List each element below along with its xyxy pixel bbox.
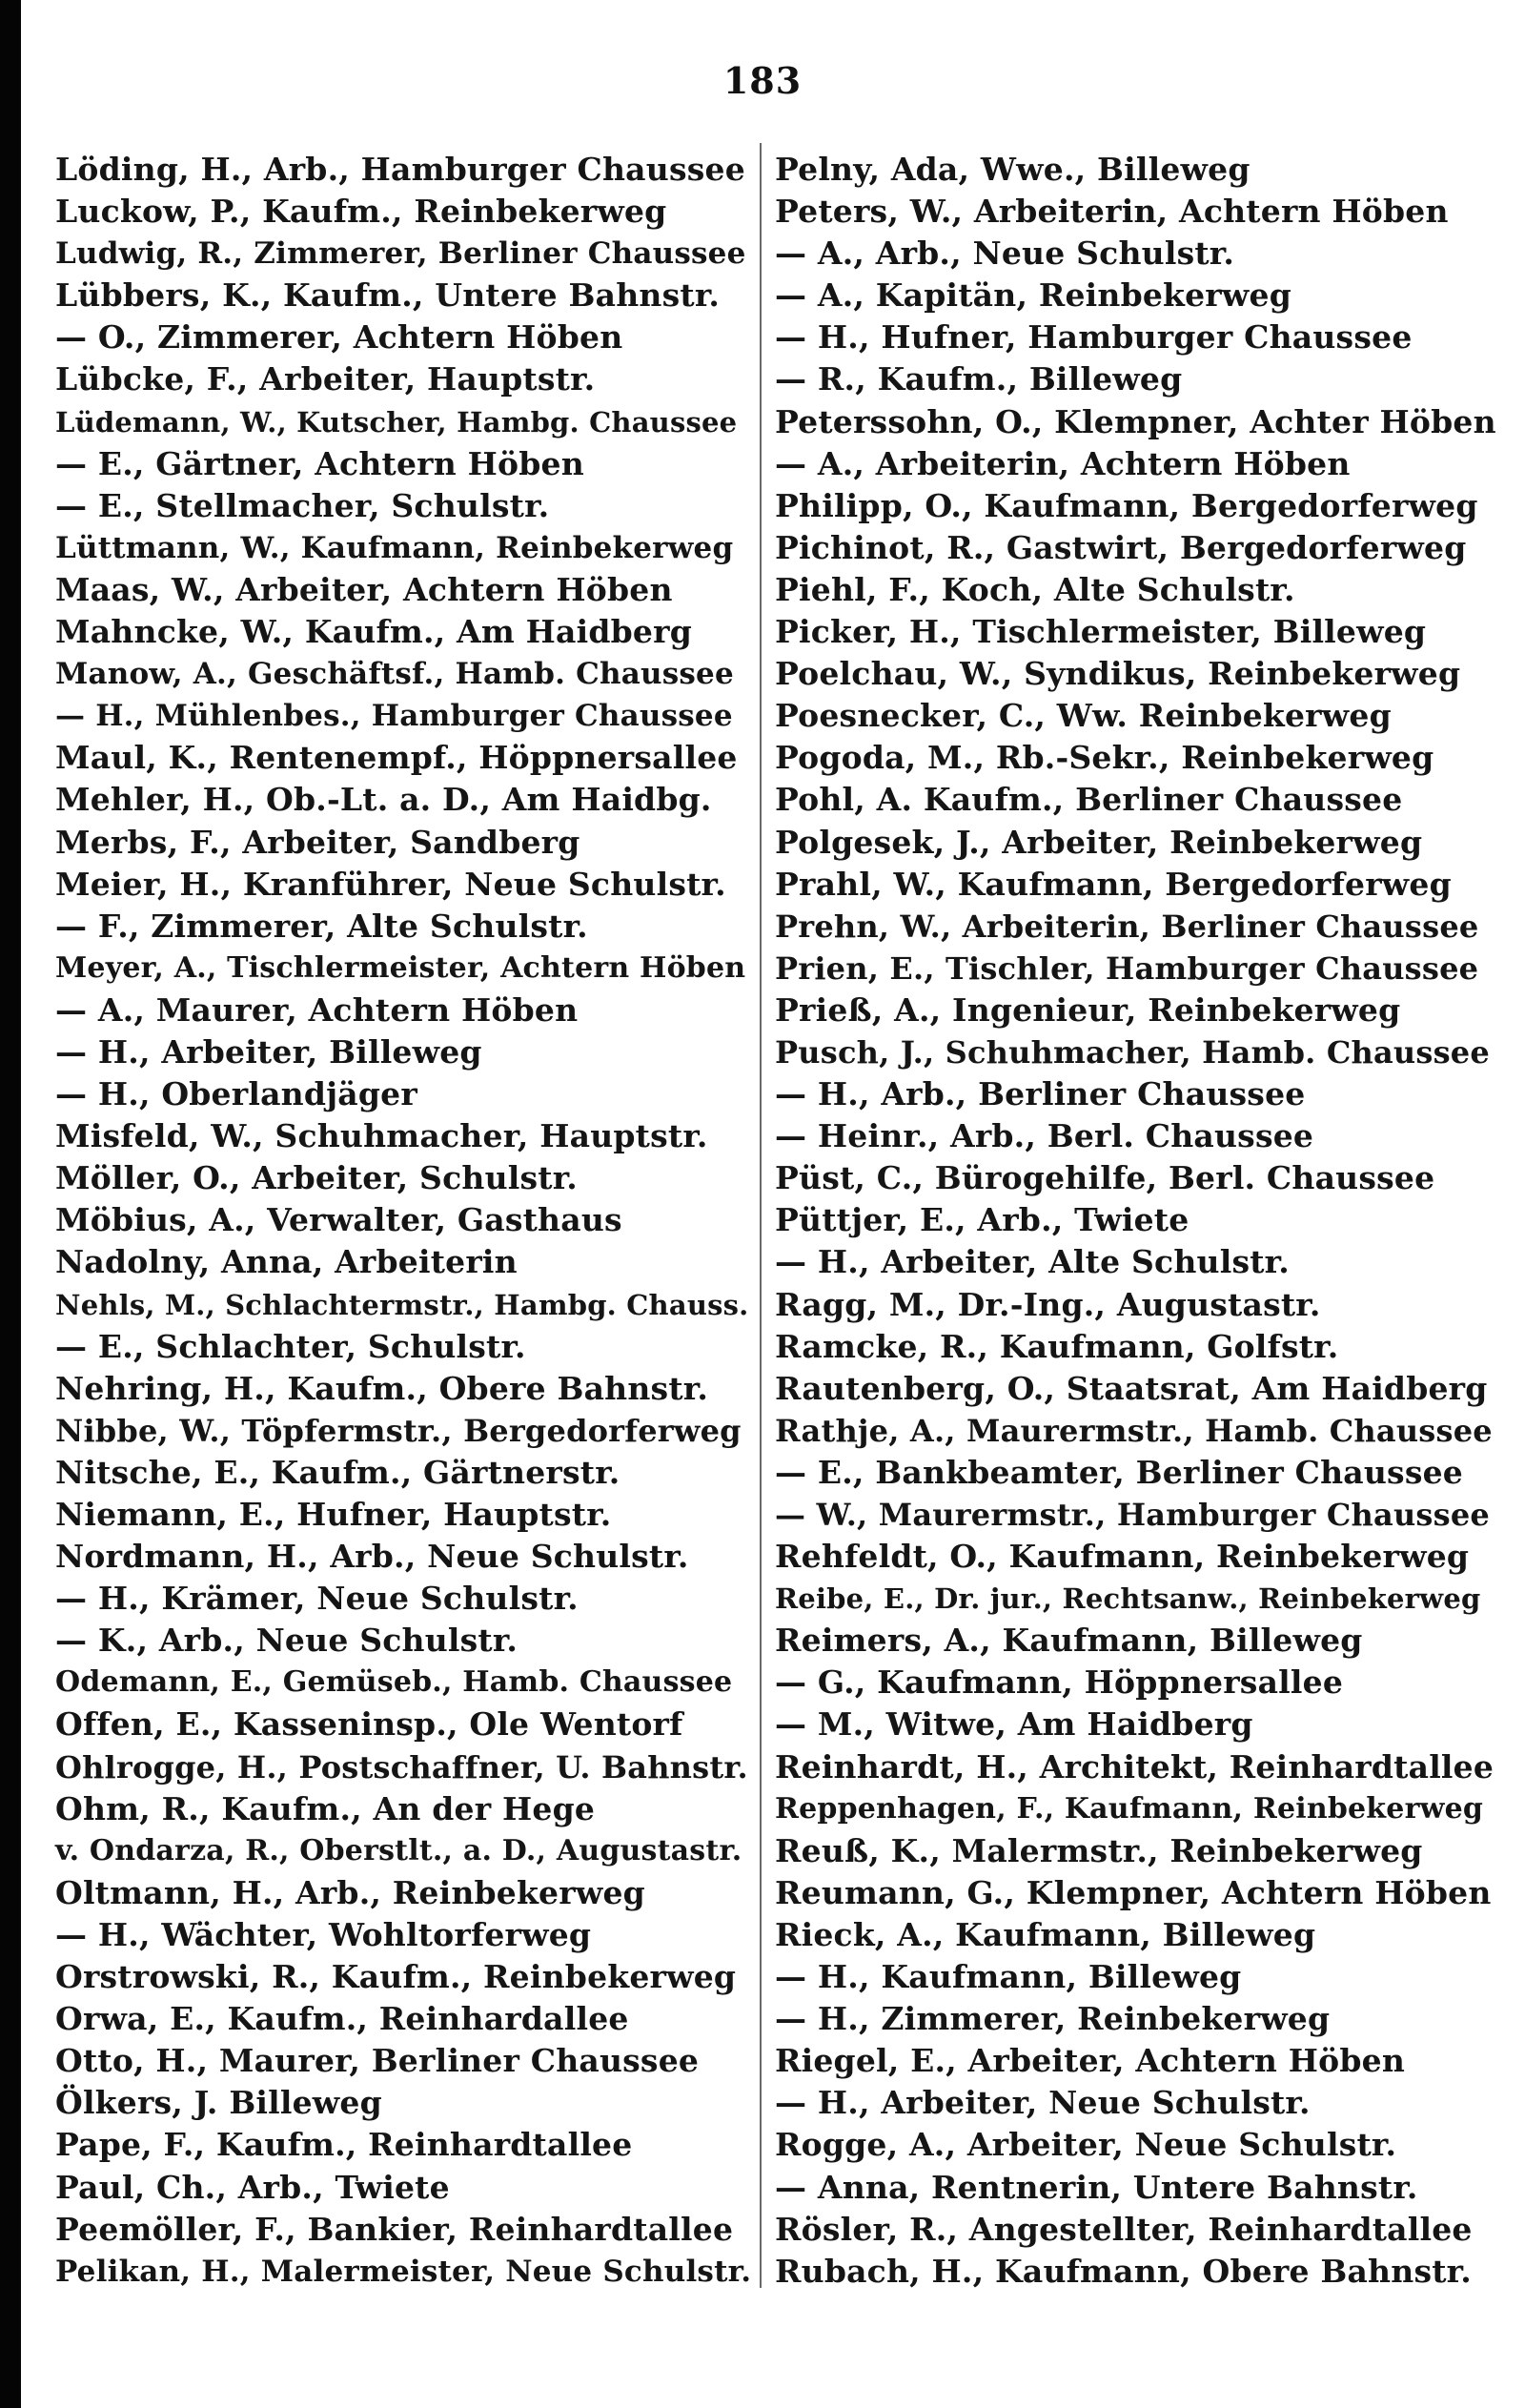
directory-entry: — W., Maurermstr., Hamburger Chaussee	[775, 1497, 1490, 1533]
directory-entry: Meyer, A., Tischlermeister, Achtern Höben	[55, 950, 746, 985]
directory-entry: Offen, E., Kasseninsp., Ole Wentorf	[55, 1705, 683, 1744]
directory-entry: Ludwig, R., Zimmerer, Berliner Chaussee	[55, 236, 746, 272]
directory-entry: Niemann, E., Hufner, Hauptstr.	[55, 1496, 612, 1533]
directory-entry: Pogoda, M., Rb.-Sekr., Reinbekerweg	[775, 739, 1434, 777]
directory-entry: Lübcke, F., Arbeiter, Hauptstr.	[55, 360, 596, 398]
directory-entry: Rieck, A., Kaufmann, Billeweg	[775, 1915, 1316, 1953]
directory-entry: — E., Gärtner, Achtern Höben	[55, 444, 584, 482]
directory-entry: — A., Arbeiterin, Achtern Höben	[775, 444, 1351, 482]
directory-entry: — F., Zimmerer, Alte Schulstr.	[55, 907, 588, 945]
directory-entry: Pelny, Ada, Wwe., Billeweg	[775, 151, 1250, 188]
directory-entry: — K., Arb., Neue Schulstr.	[55, 1622, 518, 1660]
directory-entry: — O., Zimmerer, Achtern Höben	[55, 318, 623, 357]
directory-entry: Ohm, R., Kaufm., An der Hege	[55, 1789, 596, 1827]
directory-entry: v. Ondarza, R., Oberstlt., a. D., Augustastr.	[55, 1833, 742, 1867]
directory-entry: Lüdemann, W., Kutscher, Hambg. Chaussee	[55, 405, 738, 439]
directory-entry: Püttjer, E., Arb., Twiete	[775, 1201, 1190, 1239]
directory-entry: — H., Krämer, Neue Schulstr.	[55, 1580, 579, 1618]
directory-entry: Merbs, F., Arbeiter, Sandberg	[55, 823, 580, 861]
directory-entry: — A., Arb., Neue Schulstr.	[775, 235, 1235, 273]
directory-entry: — E., Schlachter, Schulstr.	[55, 1327, 526, 1365]
directory-entry: Oltmann, H., Arb., Reinbekerweg	[55, 1873, 645, 1911]
directory-entry: Pusch, J., Schuhmacher, Hamb. Chaussee	[775, 1033, 1490, 1071]
directory-entry: — H., Arbeiter, Alte Schulstr.	[775, 1243, 1290, 1281]
directory-entry: — Anna, Rentnerin, Untere Bahnstr.	[775, 2168, 1418, 2206]
directory-entry: Mehler, H., Ob.-Lt. a. D., Am Haidbg.	[55, 781, 712, 819]
directory-entry: Maas, W., Arbeiter, Achtern Höben	[55, 570, 673, 608]
directory-entry: — M., Witwe, Am Haidberg	[775, 1705, 1253, 1744]
directory-entry: Paul, Ch., Arb., Twiete	[55, 2168, 450, 2206]
directory-entry: Lüttmann, W., Kaufmann, Reinbekerweg	[55, 530, 734, 565]
directory-entry: Poelchau, W., Syndikus, Reinbekerweg	[775, 655, 1461, 693]
directory-entry: — H., Wächter, Wohltorferweg	[55, 1915, 592, 1953]
directory-entry: Peterssohn, O., Klempner, Achter Höben	[775, 402, 1496, 440]
directory-entry: Ölkers, J. Billeweg	[55, 2084, 382, 2122]
directory-entry: Meier, H., Kranführer, Neue Schulstr.	[55, 865, 726, 903]
directory-entry: Löding, H., Arb., Hamburger Chaussee	[55, 151, 745, 188]
directory-entry: Maul, K., Rentenempf., Höppnersallee	[55, 739, 738, 777]
directory-entry: Riegel, E., Arbeiter, Achtern Höben	[775, 2042, 1406, 2080]
directory-entry: Otto, H., Maurer, Berliner Chaussee	[55, 2042, 700, 2080]
directory-entry: Manow, A., Geschäftsf., Hamb. Chaussee	[55, 657, 734, 692]
directory-entry: — A., Kapitän, Reinbekerweg	[775, 276, 1291, 315]
directory-entry: Reinhardt, H., Architekt, Reinhardtallee	[775, 1747, 1494, 1786]
directory-entry: Mahncke, W., Kaufm., Am Haidberg	[55, 613, 692, 651]
directory-entry: Pohl, A. Kaufm., Berliner Chaussee	[775, 781, 1403, 819]
directory-entry: Rubach, H., Kaufmann, Obere Bahnstr.	[775, 2252, 1472, 2290]
directory-entry: Möbius, A., Verwalter, Gasthaus	[55, 1201, 622, 1239]
directory-entry: Orstrowski, R., Kaufm., Reinbekerweg	[55, 1958, 737, 1996]
directory-entry: — H., Hufner, Hamburger Chaussee	[775, 318, 1413, 357]
directory-entry: Luckow, P., Kaufm., Reinbekerweg	[55, 193, 667, 231]
directory-entry: Nibbe, W., Töpfermstr., Bergedorferweg	[55, 1412, 742, 1449]
column-divider	[760, 143, 762, 2288]
directory-entry: Nehls, M., Schlachtermstr., Hambg. Chauss.	[55, 1288, 749, 1321]
directory-entry: Pelikan, H., Malermeister, Neue Schulstr.	[55, 2254, 752, 2289]
directory-entry: Rösler, R., Angestellter, Reinhardtallee	[775, 2210, 1473, 2248]
directory-entry: Odemann, E., Gemüseb., Hamb. Chaussee	[55, 1665, 733, 1700]
directory-entry: Reibe, E., Dr. jur., Rechtsanw., Reinbekerweg	[775, 1582, 1481, 1616]
directory-column-right	[775, 149, 1499, 2293]
directory-entry: Nitsche, E., Kaufm., Gärtnerstr.	[55, 1453, 620, 1491]
directory-entry: Picker, H., Tischlermeister, Billeweg	[775, 613, 1427, 651]
directory-entry: — H., Oberlandjäger	[55, 1075, 417, 1113]
directory-entry: Polgesek, J., Arbeiter, Reinbekerweg	[775, 823, 1423, 861]
directory-entry: Philipp, O., Kaufmann, Bergedorferweg	[775, 486, 1478, 524]
directory-entry: — E., Stellmacher, Schulstr.	[55, 486, 550, 524]
directory-entry: — E., Bankbeamter, Berliner Chaussee	[775, 1453, 1464, 1491]
directory-entry: Nadolny, Anna, Arbeiterin	[55, 1243, 518, 1281]
directory-entry: Lübbers, K., Kaufm., Untere Bahnstr.	[55, 276, 721, 315]
directory-entry: Ragg, M., Dr.-Ing., Augustastr.	[775, 1285, 1321, 1323]
directory-entry: Prahl, W., Kaufmann, Bergedorferweg	[775, 865, 1452, 903]
directory-entry: — H., Mühlenbes., Hamburger Chaussee	[55, 699, 733, 734]
directory-entry: Möller, O., Arbeiter, Schulstr.	[55, 1159, 578, 1197]
directory-entry: Reuß, K., Malermstr., Reinbekerweg	[775, 1831, 1423, 1869]
directory-entry: Prien, E., Tischler, Hamburger Chaussee	[775, 949, 1479, 987]
directory-column-left	[55, 149, 751, 2293]
directory-entry: — H., Arbeiter, Neue Schulstr.	[775, 2084, 1311, 2122]
directory-entry: Peters, W., Arbeiterin, Achtern Höben	[775, 193, 1449, 231]
directory-entry: Püst, C., Bürogehilfe, Berl. Chaussee	[775, 1159, 1435, 1197]
directory-entry: Ramcke, R., Kaufmann, Golfstr.	[775, 1327, 1339, 1365]
directory-entry: Pichinot, R., Gastwirt, Bergedorferweg	[775, 528, 1467, 566]
directory-entry: — H., Arb., Berliner Chaussee	[775, 1075, 1306, 1113]
directory-entry: Reimers, A., Kaufmann, Billeweg	[775, 1622, 1363, 1660]
page-number: 183	[722, 59, 803, 102]
directory-entry: Orwa, E., Kaufm., Reinhardallee	[55, 2000, 629, 2038]
directory-entry: Poesnecker, C., Ww. Reinbekerweg	[775, 697, 1392, 735]
directory-entry: — R., Kaufm., Billeweg	[775, 360, 1183, 398]
directory-entry: Rogge, A., Arbeiter, Neue Schulstr.	[775, 2126, 1397, 2164]
directory-entry: — A., Maurer, Achtern Höben	[55, 990, 579, 1029]
page-edge-shadow	[0, 0, 21, 2408]
directory-entry: — H., Arbeiter, Billeweg	[55, 1032, 482, 1071]
directory-entry: Nordmann, H., Arb., Neue Schulstr.	[55, 1538, 689, 1576]
directory-entry: Rautenberg, O., Staatsrat, Am Haidberg	[775, 1369, 1488, 1407]
directory-entry: — H., Kaufmann, Billeweg	[775, 1958, 1242, 1996]
directory-entry: Ohlrogge, H., Postschaffner, U. Bahnstr.	[55, 1748, 748, 1786]
directory-entry: Prehn, W., Arbeiterin, Berliner Chaussee	[775, 908, 1479, 945]
directory-entry: Reumann, G., Klempner, Achtern Höben	[775, 1873, 1492, 1911]
directory-entry: — H., Zimmerer, Reinbekerweg	[775, 2000, 1331, 2038]
directory-entry: Rathje, A., Maurermstr., Hamb. Chaussee	[775, 1412, 1493, 1449]
directory-entry: Misfeld, W., Schuhmacher, Hauptstr.	[55, 1117, 708, 1155]
directory-entry: Piehl, F., Koch, Alte Schulstr.	[775, 570, 1295, 608]
directory-entry: Nehring, H., Kaufm., Obere Bahnstr.	[55, 1369, 709, 1407]
directory-entry: Peemöller, F., Bankier, Reinhardtallee	[55, 2210, 734, 2248]
directory-entry: Pape, F., Kaufm., Reinhardtallee	[55, 2126, 633, 2164]
directory-entry: Reppenhagen, F., Kaufmann, Reinbekerweg	[775, 1791, 1484, 1826]
directory-entry: Prieß, A., Ingenieur, Reinbekerweg	[775, 990, 1401, 1029]
directory-entry: — Heinr., Arb., Berl. Chaussee	[775, 1117, 1314, 1155]
directory-entry: — G., Kaufmann, Höppnersallee	[775, 1663, 1344, 1702]
directory-entry: Rehfeldt, O., Kaufmann, Reinbekerweg	[775, 1538, 1470, 1576]
